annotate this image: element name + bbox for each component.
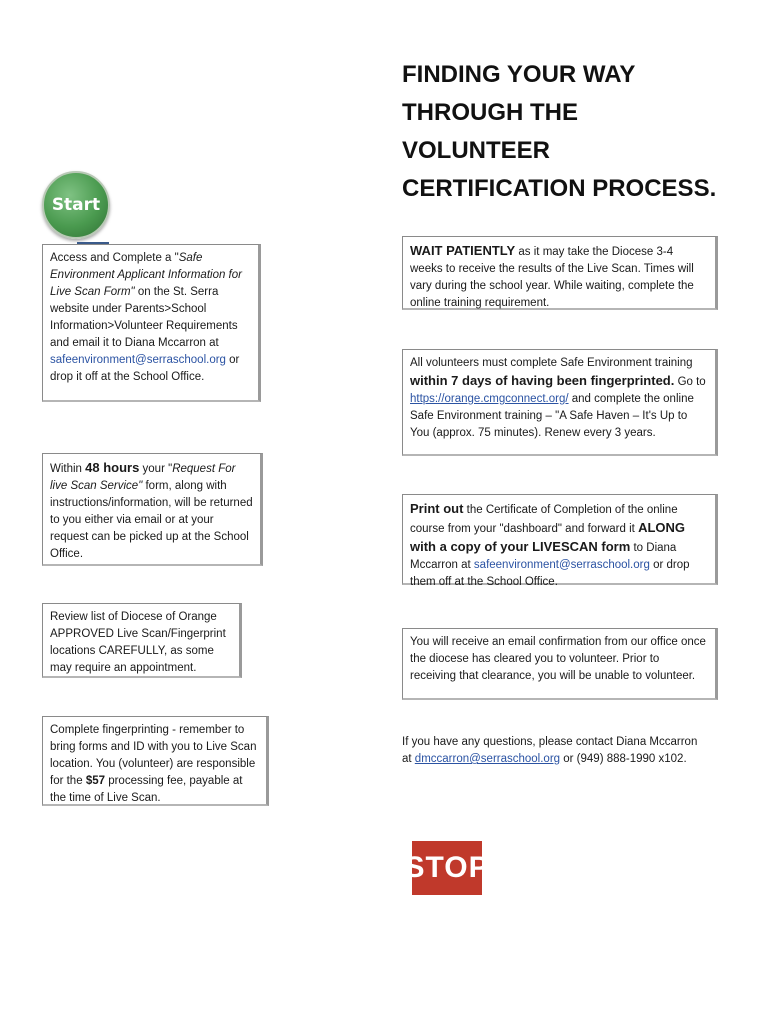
contact-email-link[interactable]: dmccarron@serraschool.org <box>414 753 561 765</box>
step-text: Within <box>50 463 86 475</box>
deadline-highlight: within 7 days of having been fingerprinted. <box>410 373 675 388</box>
step-text: Complete fingerprinting - remember to bring forms and ID with you to Live Scan location. You (volunteer) are responsible for the <box>50 724 257 787</box>
title-line-3: VOLUNTEER <box>402 137 551 164</box>
stop-label: STOP <box>404 851 490 884</box>
form-name: Safe Environment Applicant Information for Live Scan Form" <box>50 252 242 298</box>
stop-icon <box>404 841 490 895</box>
step-box-training <box>402 349 718 456</box>
step-text: and complete the online Safe Environment training – "A Safe Haven – It's Up to You (approx. 75 minutes). Renew every 3 years. <box>410 393 694 439</box>
title-line-4: CERTIFICATION PROCESS. <box>402 175 717 202</box>
step-box-confirmation <box>402 628 718 700</box>
step-box-request <box>42 453 263 566</box>
contact-info <box>402 734 702 768</box>
email-link[interactable]: safeenvironment@serraschool.org <box>473 559 650 571</box>
step-box-certificate <box>402 494 718 588</box>
contact-text: If you have any questions, please contact Diana Mccarron at <box>402 736 698 765</box>
contact-text: or (949) 888-1990 x102. <box>560 753 687 765</box>
start-label: Start <box>51 195 101 215</box>
step-text: Access and Complete a " <box>50 252 179 264</box>
step-text: processing fee, payable at the time of Live Scan. <box>50 775 243 804</box>
step-text: Go to <box>674 376 706 388</box>
step-box-apply <box>42 244 261 402</box>
step-text: or drop it off at the School Office. <box>50 354 240 383</box>
print-out: Print out <box>410 501 464 516</box>
title-line-1: FINDING YOUR WAY <box>402 61 636 88</box>
step-text: You will receive an email confirmation from our office once the diocese has cleared you to volunteer. Prior to receiving that clearance, you will be unable to volunteer. <box>410 636 706 682</box>
step-box-review <box>42 603 242 678</box>
step-text: as it may take the Diocese 3-4 weeks to receive the results of the Live Scan. Times will vary during the school year. While waiting, complete the online training requirement. <box>410 246 694 309</box>
step-text: All volunteers must complete Safe Environment training <box>410 357 693 369</box>
step-text: or drop them off at the School Office. <box>410 559 690 588</box>
step-text: form, along with instructions/information, will be returned to you either via email or at your request can be picked up at the School Office. <box>50 480 253 560</box>
fee-amount: $57 <box>85 775 105 787</box>
livescan-highlight: ALONG with a copy of your LIVESCAN form <box>410 520 686 554</box>
step-text: your " <box>139 463 173 475</box>
start-icon <box>42 171 110 239</box>
wait-patiently: WAIT PATIENTLY <box>410 243 516 258</box>
training-link[interactable]: https://orange.cmgconnect.org/ <box>410 393 569 405</box>
step-text: on the St. Serra website under Parents>School Information>Volunteer Requirements and email it to Diana Mccarron at <box>50 286 238 349</box>
title-line-2: THROUGH THE <box>402 99 578 126</box>
email-link[interactable]: safeenvironment@serraschool.org <box>50 354 226 366</box>
page-title <box>402 56 742 208</box>
step-text: the Certificate of Completion of the online course from your "dashboard" and forward it <box>410 504 678 535</box>
step-text: Review list of Diocese of Orange APPROVED Live Scan/Fingerprint locations CAREFULLY, as some may require an appointment. <box>50 611 226 674</box>
step-box-fingerprint <box>42 716 269 806</box>
step-box-wait <box>402 236 718 310</box>
form-name: Request For live Scan Service" <box>50 463 236 492</box>
hours-highlight: 48 hours <box>85 460 140 475</box>
step-text: to Diana Mccarron at <box>410 542 677 571</box>
